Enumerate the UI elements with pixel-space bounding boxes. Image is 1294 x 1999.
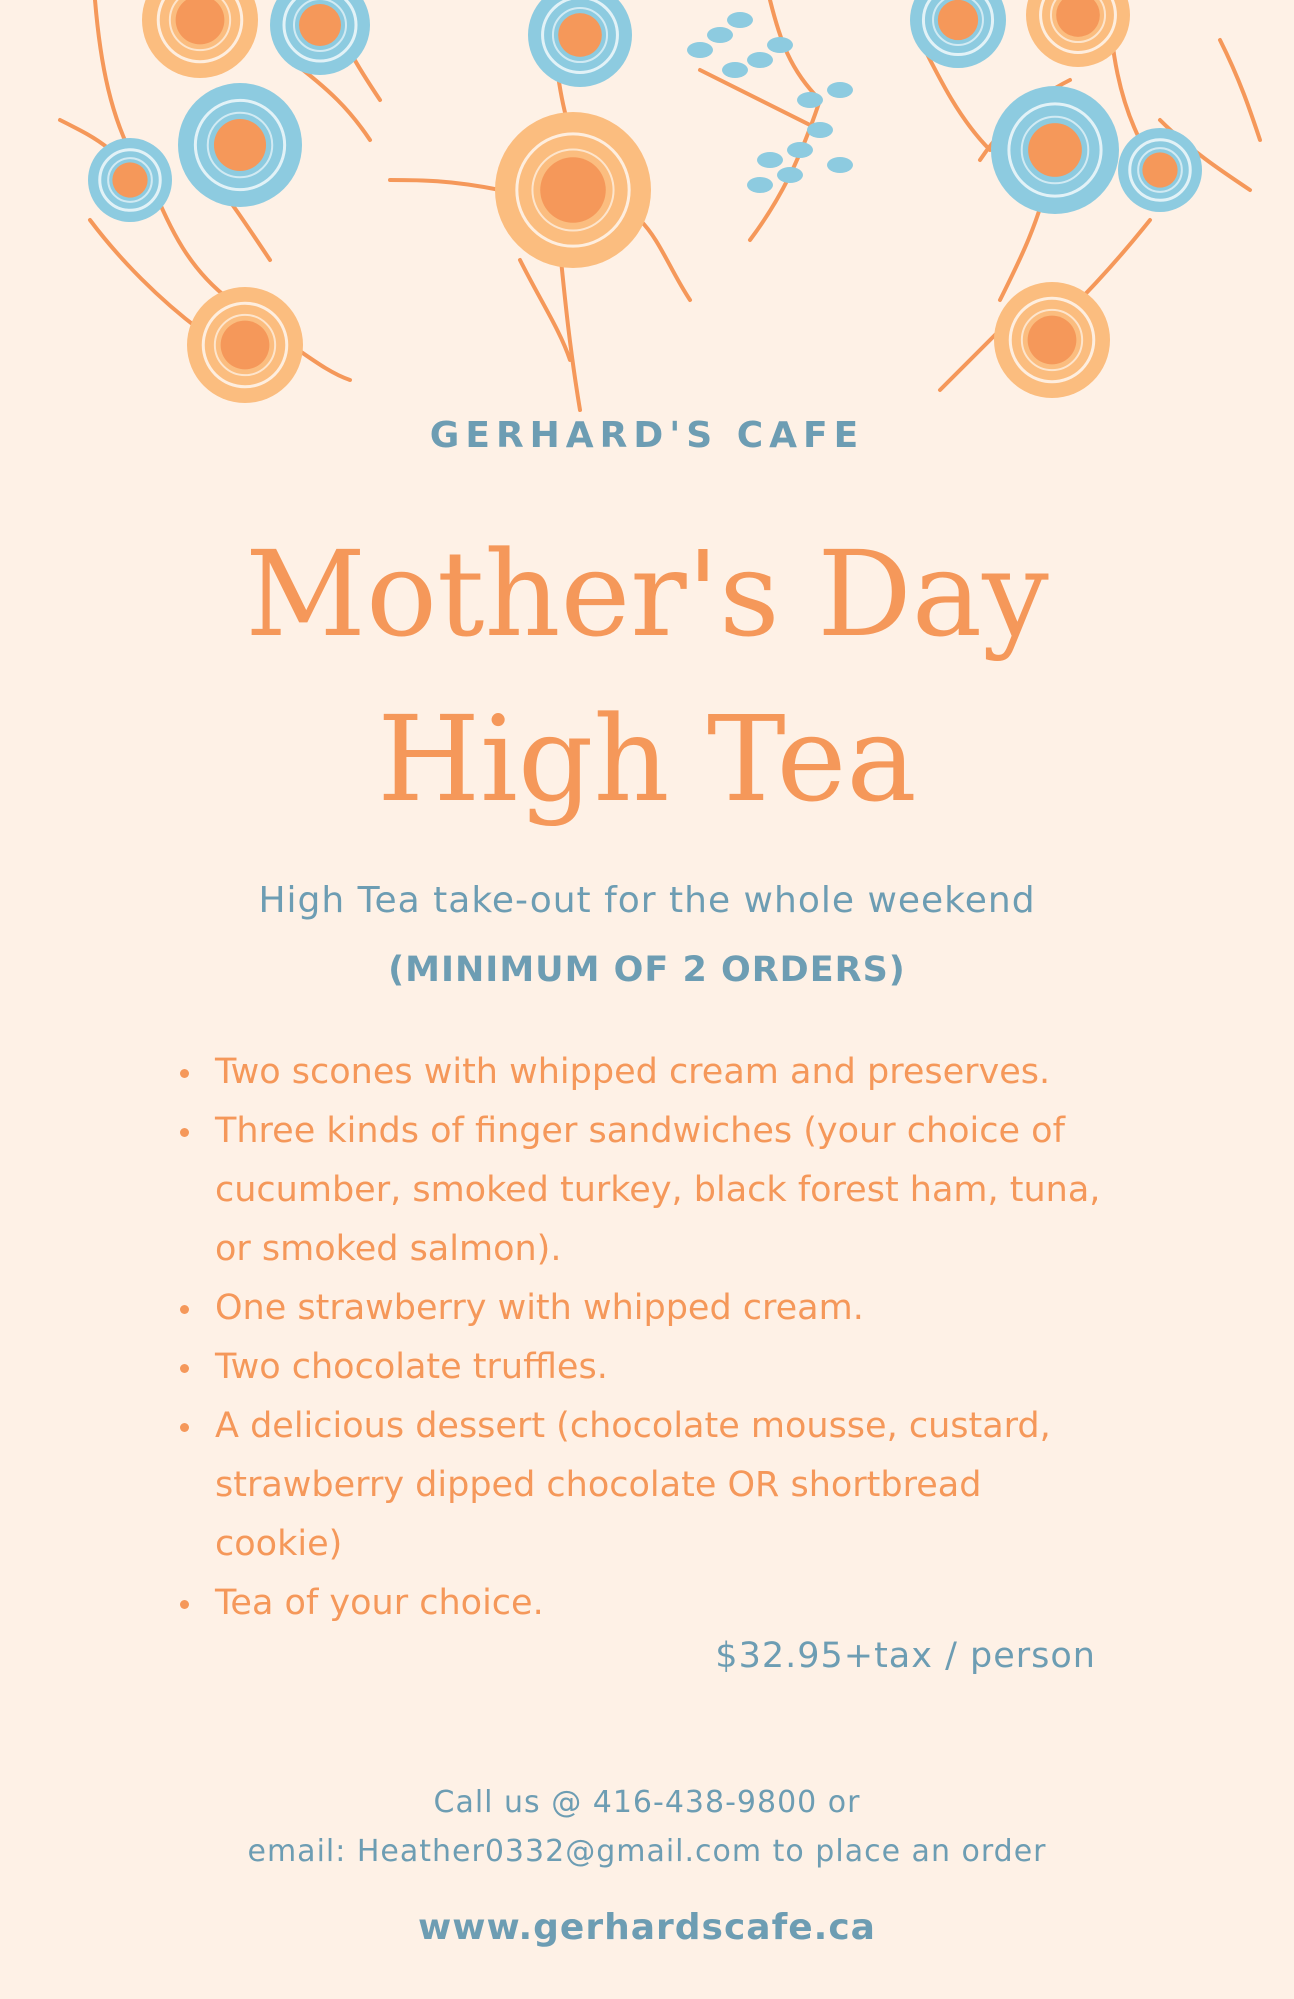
menu-item [215, 1043, 1195, 1102]
contact-email: email: Heather0332@gmail.com to place an order [247, 1834, 1047, 1869]
menu-item-line: cucumber, smoked turkey, black forest ham, tuna, [215, 1170, 1101, 1210]
menu-item [215, 1279, 1195, 1338]
minimum-order-note: (MINIMUM OF 2 ORDERS) [388, 950, 906, 990]
menu-item-line: Tea of your choice. [215, 1583, 544, 1623]
menu-item-line: or smoked salmon). [215, 1229, 562, 1269]
menu-item-line: cookie) [215, 1524, 343, 1564]
contact-phone: Call us @ 416-438-9800 or [433, 1785, 861, 1820]
title-line-2: High Tea [377, 690, 917, 828]
menu-item-line: strawberry dipped chocolate OR shortbread [215, 1465, 982, 1505]
menu-item [215, 1338, 1195, 1397]
floral-decoration [0, 0, 1294, 430]
title-line-1: Mother's Day [245, 525, 1049, 663]
menu-item [215, 1397, 1195, 1574]
menu-item-line: Two chocolate truffles. [215, 1347, 608, 1387]
menu-item-line: Three kinds of finger sandwiches (your choice of [215, 1111, 1065, 1151]
subtitle: High Tea take-out for the whole weekend [258, 880, 1036, 921]
flower-icon [88, 0, 1202, 403]
website-link[interactable]: www.gerhardscafe.ca [418, 1907, 876, 1948]
berry-icon [687, 12, 853, 193]
cafe-name: GERHARD'S CAFE [429, 415, 865, 456]
menu-item-line: One strawberry with whipped cream. [215, 1288, 864, 1328]
menu-item [215, 1102, 1195, 1279]
price: $32.95+tax / person [715, 1636, 1096, 1676]
menu-list [215, 1043, 1195, 1633]
menu-item-line: Two scones with whipped cream and preserves. [215, 1052, 1051, 1092]
menu-item [215, 1574, 1195, 1633]
menu-item-line: A delicious dessert (chocolate mousse, custard, [215, 1406, 1051, 1446]
